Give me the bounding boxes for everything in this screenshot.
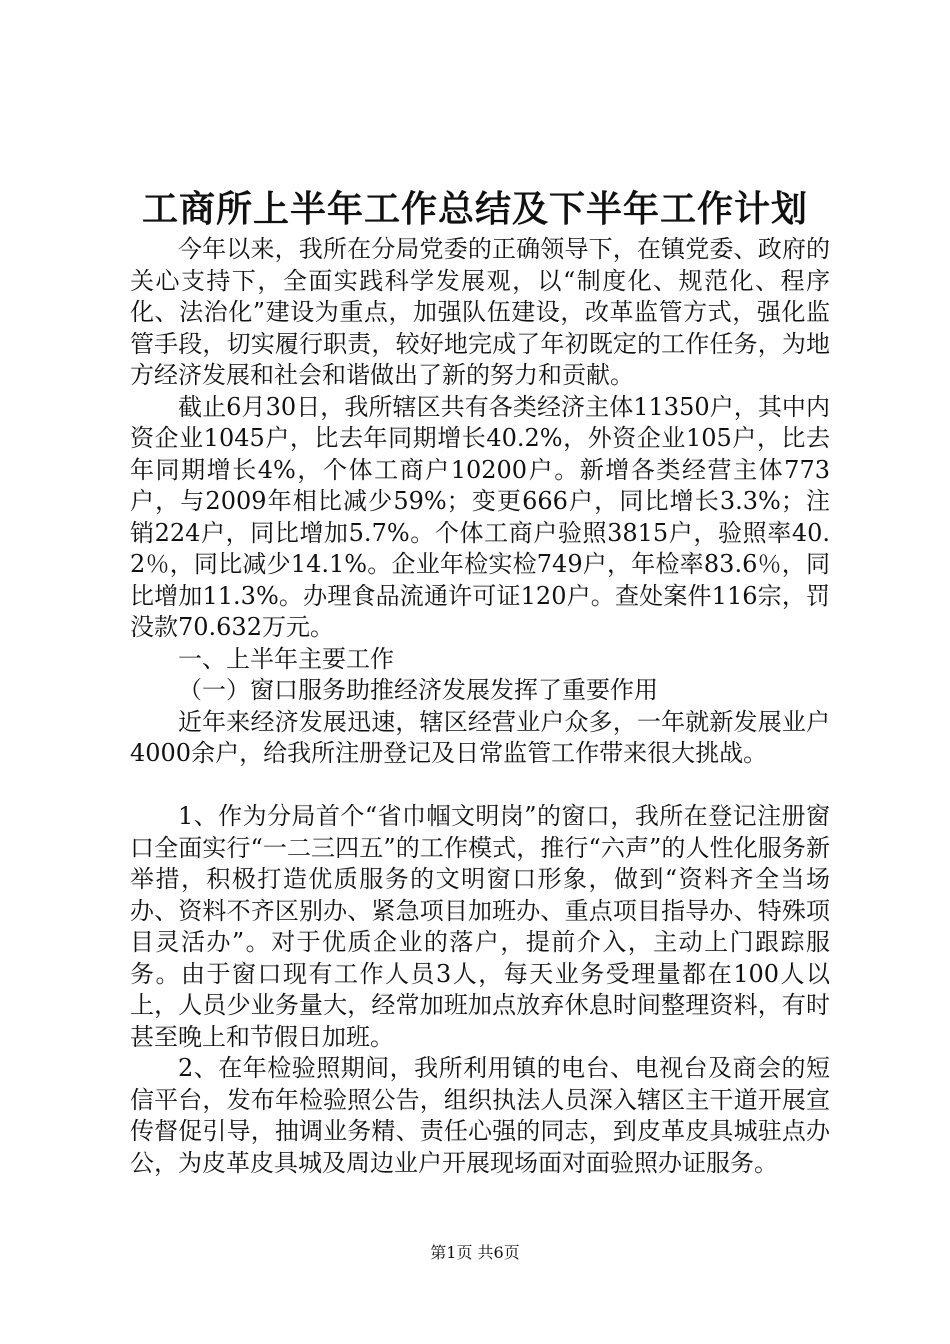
paragraph-statistics: 截止6月30日，我所辖区共有各类经济主体11350户，其中内资企业1045户，比去年同期增长40.2%，外资企业105户，比去年同期增长4%，个体工商户10200户。新增各类经营主体773户，与2009年相比减少59%；变更666户，同比增长3.3%；注销224户，同比增加5.7%。个体工商户验照3815户，验照率40.2％，同比减少14.1%。企业年检实检749户，年检率83.6％，同比增加11.3%。办理食品流通许可证120户。查处案件116宗，罚没款70.632万元。 <box>130 392 830 641</box>
paragraph-item-1: 1、作为分局首个“省巾帼文明岗”的窗口，我所在登记注册窗口全面实行“一二三四五”的工作模式，推行“六声”的人性化服务新举措，积极打造优质服务的文明窗口形象，做到“资料齐全当场办、资料不齐区别办、紧急项目加班办、重点项目指导办、特殊项目灵活办”。对于优质企业的落户，提前介入，主动上门跟踪服务。由于窗口现有工作人员3人，每天业务受理量都在100人以上，人员少业务量大，经常加班加点放弃休息时间整理资料，有时甚至晚上和节假日加班。 <box>130 802 830 1051</box>
subsection-heading: （一）窗口服务助推经济发展发挥了重要作用 <box>178 676 658 704</box>
paragraph-item-2: 2、在年检验照期间，我所利用镇的电台、电视台及商会的短信平台，发布年检验照公告，组织执法人员深入辖区主干道开展宣传督促引导，抽调业务精、责任心强的同志，到皮革皮具城驻点办公，为皮革皮具城及周边业户开展现场面对面验照办证服务。 <box>130 1054 830 1177</box>
document-body <box>130 234 830 1179</box>
paragraph-background: 近年来经济发展迅速，辖区经营业户众多，一年就新发展业户4000余户，给我所注册登记及日常监管工作带来很大挑战。 <box>130 707 830 767</box>
section-heading: 一、上半年主要工作 <box>178 644 394 673</box>
paragraph-intro: 今年以来，我所在分局党委的正确领导下，在镇党委、政府的关心支持下，全面实践科学发展观，以“制度化、规范化、程序化、法治化”建设为重点，加强队伍建设，改革监管方式，强化监管手段，切实履行职责，较好地完成了年初既定的工作任务，为地方经济发展和社会和谐做出了新的努力和贡献。 <box>130 235 830 389</box>
page-indicator: 第1页 共6页 <box>430 1243 520 1262</box>
document-title: 工商所上半年工作总结及下半年工作计划 <box>141 188 808 230</box>
